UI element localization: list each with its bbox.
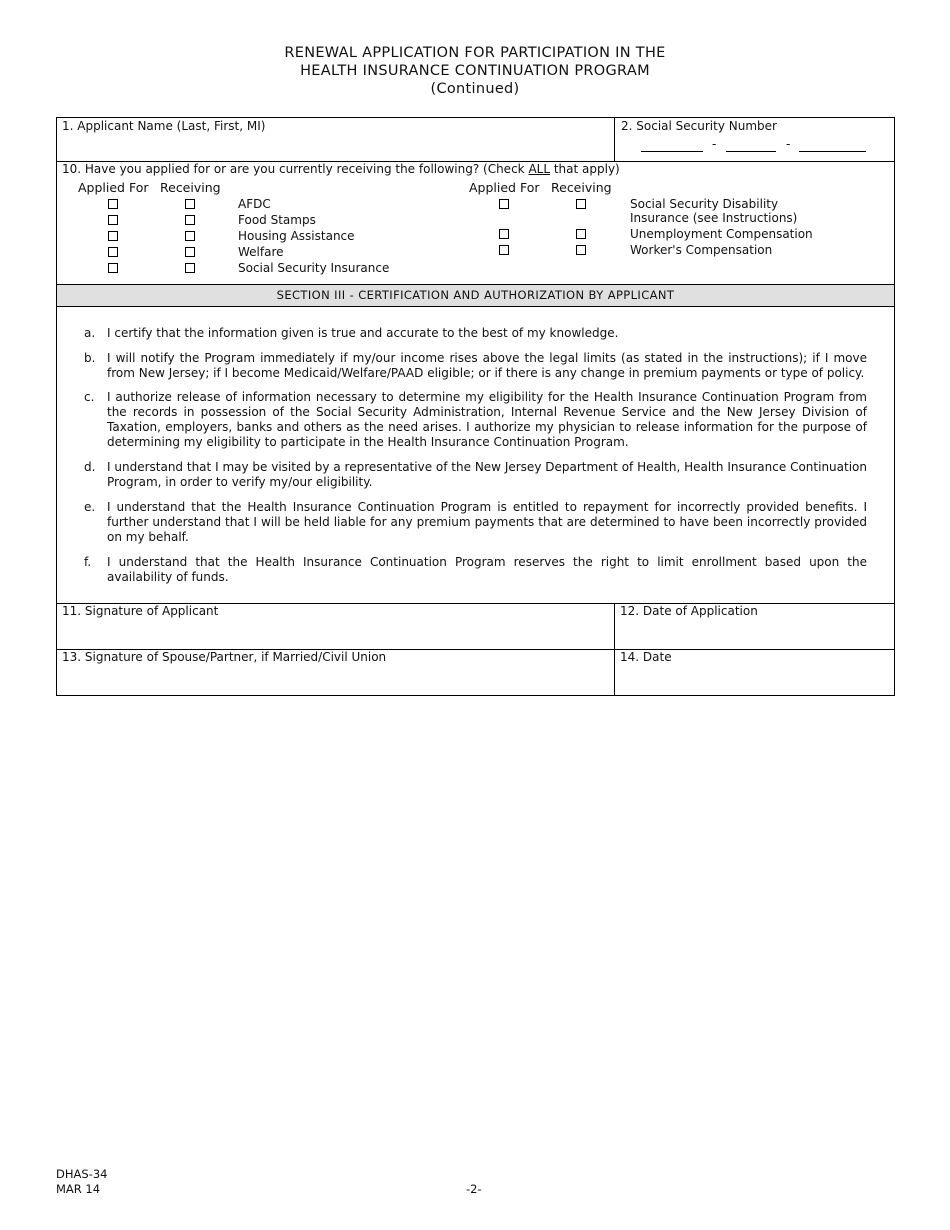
cert-item-c xyxy=(84,390,867,450)
benefit-workers-compensation: Worker's Compensation xyxy=(630,243,773,257)
col-applied-for-left: Applied For xyxy=(78,180,149,195)
cert-item-text: I will notify the Program immediately if my/our income rises above the legal limits (as stated in the instructions); if I move from New Jersey; if I become Medicaid/Welfare/PAAD eligible; or if there is any change in premium payments or type of policy. xyxy=(107,351,867,380)
date-application-field[interactable] xyxy=(617,620,892,648)
form-title xyxy=(0,44,950,98)
ssdi-applied-checkbox[interactable] xyxy=(499,199,509,209)
cert-item-text: I authorize release of information necessary to determine my eligibility for the Health Insurance Continuation Program from the records in possession of the Social Security Administration, Internal Revenue Service and the New Jersey Division of Taxation, employers, banks and others as the need arises. I authorize my physician to release information for the purpose of determining my eligibility to participate in the Health Insurance Continuation Program. xyxy=(107,390,867,449)
ssdi-receiving-checkbox[interactable] xyxy=(576,199,586,209)
col-receiving-left: Receiving xyxy=(160,180,221,195)
signature-applicant-field[interactable] xyxy=(58,620,612,648)
workers-comp-receiving-checkbox[interactable] xyxy=(576,245,586,255)
afdc-receiving-checkbox[interactable] xyxy=(185,199,195,209)
applicant-name-field[interactable] xyxy=(58,135,612,160)
application-form xyxy=(56,117,895,696)
date-label: 14. Date xyxy=(620,650,672,664)
benefit-unemployment-compensation: Unemployment Compensation xyxy=(630,227,813,241)
benefit-housing-assistance: Housing Assistance xyxy=(238,229,355,243)
benefit-ssdi-line-1: Social Security Disability xyxy=(630,197,779,211)
benefit-social-security-insurance: Social Security Insurance xyxy=(238,261,390,275)
benefit-food-stamps: Food Stamps xyxy=(238,213,316,227)
benefit-welfare: Welfare xyxy=(238,245,284,259)
unemployment-receiving-checkbox[interactable] xyxy=(576,229,586,239)
cert-item-a xyxy=(84,326,867,341)
cert-item-text: I certify that the information given is true and accurate to the best of my knowledge. xyxy=(107,326,619,340)
title-line-3: (Continued) xyxy=(430,81,520,97)
col-receiving-right: Receiving xyxy=(551,180,612,195)
ssn-part-3-field[interactable] xyxy=(799,151,866,152)
cert-item-letter: b. xyxy=(84,351,96,365)
ssn-separator: - xyxy=(712,137,717,151)
workers-comp-applied-checkbox[interactable] xyxy=(499,245,509,255)
cert-item-text: I understand that I may be visited by a representative of the New Jersey Department of Health, Health Insurance Continuation Program, in order to verify my/our eligibility. xyxy=(107,460,867,489)
cert-item-e xyxy=(84,500,867,545)
welfare-applied-checkbox[interactable] xyxy=(108,247,118,257)
col-applied-for-right: Applied For xyxy=(469,180,540,195)
food-stamps-applied-checkbox[interactable] xyxy=(108,215,118,225)
section-3-header: SECTION III - CERTIFICATION AND AUTHORIZATION BY APPLICANT xyxy=(57,284,894,307)
cert-item-text: I understand that the Health Insurance Continuation Program reserves the right to limit enrollment based upon the availability of funds. xyxy=(107,555,867,584)
housing-receiving-checkbox[interactable] xyxy=(185,231,195,241)
ssn-label: 2. Social Security Number xyxy=(621,119,777,133)
ssi-receiving-checkbox[interactable] xyxy=(185,263,195,273)
applicant-name-label: 1. Applicant Name (Last, First, MI) xyxy=(62,119,266,133)
signature-applicant-label: 11. Signature of Applicant xyxy=(62,604,219,618)
ssi-applied-checkbox[interactable] xyxy=(108,263,118,273)
signature-spouse-label: 13. Signature of Spouse/Partner, if Married/Civil Union xyxy=(62,650,387,664)
cert-item-letter: e. xyxy=(84,500,96,514)
ssn-part-2-field[interactable] xyxy=(726,151,776,152)
cert-item-letter: a. xyxy=(84,326,96,340)
question-10-text: 10. Have you applied for or are you currently receiving the following? (Check xyxy=(62,162,529,176)
cert-item-d xyxy=(84,460,867,490)
cert-item-text: I understand that the Health Insurance Continuation Program is entitled to repayment for incorrectly provided benefits. I further understand that I will be held liable for any premium payments that are determined to have been incorrectly provided on my behalf. xyxy=(107,500,867,544)
cert-item-letter: d. xyxy=(84,460,96,474)
ssn-separator: - xyxy=(786,137,791,151)
form-revision-date: MAR 14 xyxy=(56,1182,101,1196)
cert-item-letter: c. xyxy=(84,390,95,404)
form-id: DHAS-34 xyxy=(56,1167,108,1181)
page-number: -2- xyxy=(466,1182,482,1196)
question-10-suffix: that apply) xyxy=(550,162,620,176)
food-stamps-receiving-checkbox[interactable] xyxy=(185,215,195,225)
date-application-label: 12. Date of Application xyxy=(620,604,758,618)
date-field[interactable] xyxy=(617,666,892,694)
cert-item-f xyxy=(84,555,867,585)
housing-applied-checkbox[interactable] xyxy=(108,231,118,241)
benefit-ssdi-line-2: Insurance (see Instructions) xyxy=(630,211,798,225)
divider xyxy=(614,118,615,161)
ssn-part-1-field[interactable] xyxy=(641,151,703,152)
title-line-1: RENEWAL APPLICATION FOR PARTICIPATION IN THE xyxy=(284,45,666,61)
welfare-receiving-checkbox[interactable] xyxy=(185,247,195,257)
title-line-2: HEALTH INSURANCE CONTINUATION PROGRAM xyxy=(300,63,650,79)
question-10-emphasis: ALL xyxy=(528,162,551,176)
afdc-applied-checkbox[interactable] xyxy=(108,199,118,209)
cert-item-b xyxy=(84,351,867,381)
signature-spouse-field[interactable] xyxy=(58,666,612,694)
benefit-afdc: AFDC xyxy=(238,197,271,211)
unemployment-applied-checkbox[interactable] xyxy=(499,229,509,239)
question-10-label xyxy=(62,162,620,176)
cert-item-letter: f. xyxy=(84,555,92,569)
